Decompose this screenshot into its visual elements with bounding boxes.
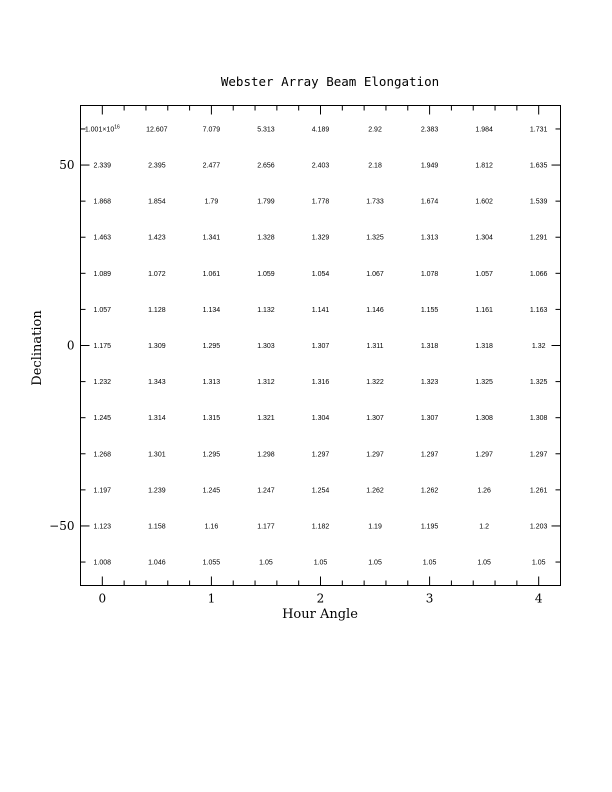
table-cell: 1.325 xyxy=(475,379,493,387)
table-cell: 1.733 xyxy=(366,198,384,206)
table-cell: 1.295 xyxy=(202,451,221,459)
table-cell: 1.141 xyxy=(311,306,330,314)
y-axis-label: Declination xyxy=(30,310,45,386)
table-cell: 1.163 xyxy=(529,306,548,314)
table-cell: 1.05 xyxy=(313,559,328,567)
table-cell: 1.16 xyxy=(204,523,219,531)
table-cell: 1.868 xyxy=(93,198,112,206)
table-cell: 1.175 xyxy=(93,343,112,350)
table-cell: 1.239 xyxy=(148,487,166,495)
y-tick-label: −50 xyxy=(49,518,75,533)
table-cell: 1.197 xyxy=(93,487,112,495)
table-cell: 1.247 xyxy=(257,487,275,495)
table-cell: 1.158 xyxy=(148,523,166,531)
cell-exponent: 16 xyxy=(114,124,120,131)
table-cell: 1.05 xyxy=(259,559,273,567)
table-cell: 1.301 xyxy=(148,451,166,459)
table-cell: 1.046 xyxy=(148,559,166,567)
table-cell: 1.314 xyxy=(148,415,166,423)
table-cell: 1.245 xyxy=(202,487,221,495)
table-cell: 1.298 xyxy=(257,451,275,459)
table-cell: 1.539 xyxy=(529,198,548,206)
table-cell: 1.949 xyxy=(420,162,439,170)
table-cell: 1.161 xyxy=(475,306,493,314)
table-cell: 12.607 xyxy=(146,126,168,134)
table-cell: 1.268 xyxy=(93,451,112,459)
table-cell: 1.341 xyxy=(202,234,221,242)
table-cell: 1.303 xyxy=(257,343,275,350)
chart-title: Webster Array Beam Elongation xyxy=(220,74,440,89)
table-cell: 1.261 xyxy=(529,487,548,495)
table-cell: 1.089 xyxy=(93,270,112,278)
table-cell: 1.307 xyxy=(366,415,384,423)
table-cell: 1.602 xyxy=(475,198,493,206)
axis-tick-labels xyxy=(49,158,543,605)
table-cell: 1.297 xyxy=(311,451,330,459)
table-cell: 1.329 xyxy=(311,234,330,242)
table-cell: 1.812 xyxy=(475,162,493,170)
table-cell: 2.395 xyxy=(148,162,166,170)
table-cell: 1.061 xyxy=(202,270,221,278)
table-cell: 1.778 xyxy=(311,198,330,206)
table-cell: 1.05 xyxy=(368,559,382,567)
table-cell: 1.055 xyxy=(202,559,221,567)
x-tick-label: 0 xyxy=(98,591,107,606)
table-cell: 1.297 xyxy=(420,451,439,459)
table-cell: 1.146 xyxy=(366,306,384,314)
table-cell: 1.05 xyxy=(477,559,491,567)
x-tick-label: 1 xyxy=(207,591,216,606)
table-cell: 1.2 xyxy=(479,523,490,531)
table-cell: 1.323 xyxy=(420,379,439,387)
table-cell: 1.203 xyxy=(529,523,548,531)
table-cell: 1.799 xyxy=(257,198,275,206)
table-cell: 1.054 xyxy=(311,270,330,278)
table-cell: 2.403 xyxy=(311,162,330,170)
table-cell: 1.05 xyxy=(531,559,546,567)
table-cell: 1.311 xyxy=(366,343,384,350)
table-cell: 1.321 xyxy=(257,415,275,423)
table-cell: 2.18 xyxy=(368,162,382,170)
table-cell: 1.854 xyxy=(148,198,166,206)
table-cell: 1.307 xyxy=(311,343,330,350)
table-cell: 1.134 xyxy=(202,306,221,314)
table-cell: 1.19 xyxy=(368,523,382,531)
table-cell: 1.123 xyxy=(93,523,112,531)
table-cell: 1.984 xyxy=(475,126,493,134)
table-cell: 1.057 xyxy=(93,306,112,314)
table-cell: 1.195 xyxy=(420,523,439,531)
table-cell: 1.182 xyxy=(311,523,330,531)
table-cell: 4.189 xyxy=(311,126,330,134)
table-cell: 1.297 xyxy=(475,451,493,459)
table-cell: 1.79 xyxy=(204,198,219,206)
table-cell: 1.318 xyxy=(420,343,439,350)
table-cell: 1.309 xyxy=(148,343,166,350)
table-cell: 1.066 xyxy=(529,270,548,278)
table-cell: 1.635 xyxy=(529,162,548,170)
x-tick-label: 2 xyxy=(316,591,325,606)
table-cell: 5.313 xyxy=(257,126,275,134)
table-cell: 1.128 xyxy=(148,306,166,314)
table-cell: 2.477 xyxy=(202,162,221,170)
y-tick-label: 0 xyxy=(66,338,75,353)
table-cell: 1.313 xyxy=(420,234,439,242)
table-cell: 7.079 xyxy=(202,126,221,134)
table-cell: 1.463 xyxy=(93,234,112,242)
table-cell: 1.674 xyxy=(420,198,439,206)
table-cell: 1.308 xyxy=(529,415,548,423)
table-cell: 1.232 xyxy=(93,379,112,387)
table-cell: 1.313 xyxy=(202,379,221,387)
table-cell: 1.262 xyxy=(420,487,439,495)
table-cell: 1.325 xyxy=(529,379,548,387)
table-cell: 1.731 xyxy=(529,126,548,134)
table-cell: 1.262 xyxy=(366,487,384,495)
table-cell: 1.291 xyxy=(529,234,548,242)
table-cell xyxy=(85,124,120,133)
x-axis-label: Hour Angle xyxy=(282,607,358,622)
table-cell: 1.315 xyxy=(202,415,221,423)
table-cell: 1.32 xyxy=(531,343,546,350)
table-cell: 1.322 xyxy=(366,379,384,387)
table-cell: 1.325 xyxy=(366,234,384,242)
table-cell: 1.308 xyxy=(475,415,493,423)
table-cell: 1.245 xyxy=(93,415,112,423)
table-cell: 2.383 xyxy=(420,126,439,134)
table-cell: 1.155 xyxy=(420,306,439,314)
table-cell: 1.177 xyxy=(257,523,275,531)
table-cell: 1.067 xyxy=(366,270,384,278)
table-cell: 2.92 xyxy=(368,126,382,134)
table-cell: 1.072 xyxy=(148,270,166,278)
table-cell: 1.05 xyxy=(422,559,437,567)
table-cell: 1.423 xyxy=(148,234,166,242)
table-cell: 1.008 xyxy=(93,559,112,567)
table-cell: 1.343 xyxy=(148,379,166,387)
cell-mantissa: 1.001×10 xyxy=(84,126,115,134)
table-cell: 1.304 xyxy=(475,234,493,242)
table-cell: 1.297 xyxy=(529,451,548,459)
table-cell: 1.295 xyxy=(202,343,221,350)
x-tick-label: 4 xyxy=(534,591,543,606)
table-cell: 1.312 xyxy=(257,379,275,387)
table-cell: 2.656 xyxy=(257,162,275,170)
table-cells xyxy=(85,124,548,566)
table-cell: 1.297 xyxy=(366,451,384,459)
table-cell: 1.132 xyxy=(257,306,275,314)
table-cell: 1.307 xyxy=(420,415,439,423)
table-cell: 1.316 xyxy=(311,379,330,387)
x-tick-label: 3 xyxy=(425,591,434,606)
y-tick-label: 50 xyxy=(59,158,75,173)
table-cell: 1.059 xyxy=(257,270,275,278)
table-cell: 1.057 xyxy=(475,270,493,278)
table-cell: 1.304 xyxy=(311,415,330,423)
table-cell: 1.318 xyxy=(475,343,493,350)
table-cell: 1.078 xyxy=(420,270,439,278)
table-cell: 1.254 xyxy=(311,487,330,495)
table-cell: 1.328 xyxy=(257,234,275,242)
table-cell: 2.339 xyxy=(93,162,112,170)
table-cell: 1.26 xyxy=(477,487,491,495)
